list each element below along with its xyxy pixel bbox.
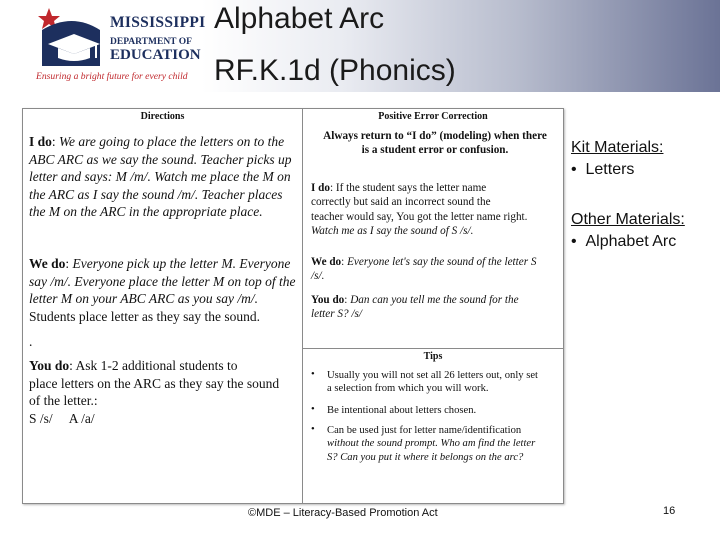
we-do-line-3: letter M on your ABC ARC as you say /m/.	[29, 291, 258, 307]
intro-line-1: Always return to “I do” (modeling) when there	[323, 130, 547, 142]
correction-i-do-line-3: teacher would say, You got the letter name right.	[311, 210, 528, 223]
i-do-line-4: the ARC as I say the sound /m/. Teacher places	[29, 186, 283, 202]
directions-column	[23, 109, 303, 503]
i-do-line-3: letter and says: M /m/. Watch me place the M on	[29, 169, 291, 185]
tip-1: Usually you will not set all 26 letters out, only set a selection from which you will work.	[327, 370, 538, 395]
kit-materials-title: Kit Materials:	[571, 139, 664, 156]
correction-we-do-line-2: /s/.	[311, 270, 325, 283]
intro-line-2: is a student error or confusion.	[361, 144, 509, 157]
kit-materials-item: • Letters	[571, 161, 635, 178]
correction-we-do-label: We do	[311, 256, 342, 268]
correction-you-do: You do: Dan can you tell me the sound for the letter S? /s/	[311, 294, 519, 321]
you-do-line-2: place letters on the ARC as they say the sound	[29, 375, 280, 391]
you-do-line-3: of the letter.:	[29, 393, 98, 409]
we-do-label: We do	[29, 256, 66, 271]
you-do-line-4: S /s/ A /a/	[29, 410, 95, 426]
error-correction-header: Positive Error Correction	[378, 111, 488, 122]
mde-logo	[36, 8, 206, 84]
i-do-line-2: ABC ARC as we say the sound. Teacher picks up	[29, 151, 292, 167]
slide-title: Alphabet Arc	[214, 2, 385, 35]
correction-i-do-label: I do	[311, 182, 330, 194]
tips-section	[303, 348, 563, 463]
graduation-cap-star-icon	[36, 8, 108, 68]
correction-i-do-line-4: Watch me as I say the sound of S /s/.	[311, 224, 474, 237]
correction-i-do-line-1: If the student says the letter name	[335, 182, 487, 194]
correction-you-do-line-2: letter S? /s/	[311, 308, 362, 321]
logo-department: DEPARTMENT OF	[110, 37, 192, 47]
we-do-line-1: Everyone pick up the letter M. Everyone	[72, 256, 291, 271]
tip-2: Be intentional about letters chosen.	[327, 405, 477, 416]
correction-i-do-line-2: correctly but said an incorrect sound the	[311, 196, 491, 209]
tip-bullet-2: •	[311, 404, 315, 415]
logo-education: EDUCATION	[110, 47, 201, 63]
correction-we-do: We do: Everyone let's say the sound of the letter S /s/.	[311, 256, 537, 283]
tip-bullet-3: •	[311, 424, 315, 435]
other-materials-item: • Alphabet Arc	[571, 233, 677, 250]
lesson-card	[22, 108, 564, 504]
directions-you-do: You do: Ask 1-2 additional students to place letters on the ARC as they say the sound of the letter.: S /s/ A /a/	[29, 358, 280, 426]
directions-we-do: We do: Everyone pick up the letter M. Everyone say /m/. Everyone place the letter M on top of the letter M on your ABC ARC as you say /m/. Students place letter as they say the sound.	[29, 256, 296, 324]
you-do-label: You do	[29, 358, 70, 373]
tip-3: Can be used just for letter name/identification without the sound prompt. Who am find the letter S? Can you put it where it belongs on the arc?	[327, 425, 536, 463]
correction-you-do-label: You do	[311, 294, 345, 306]
other-materials-title: Other Materials:	[571, 211, 685, 228]
correction-we-do-line-1: Everyone let's say the sound of the letter S	[347, 256, 537, 268]
correction-i-do: I do: If the student says the letter name correctly but said an incorrect sound the teacher would say, You got the letter name right. Watch me as I say the sound of S /s/.	[311, 182, 528, 237]
directions-header: Directions	[140, 111, 185, 122]
i-do-line-1: We are going to place the letters on to the	[59, 134, 285, 149]
logo-state-name: MISSISSIPPI	[110, 14, 206, 31]
i-do-line-5: the M on the ARC in the appropriate place.	[29, 204, 263, 220]
footer-copyright: ©MDE – Literacy-Based Promotion Act	[248, 507, 438, 519]
we-do-line-4: Students place letter as they say the sound.	[29, 308, 260, 324]
error-correction-intro	[311, 129, 559, 158]
tip-bullet-1: •	[311, 369, 315, 380]
page-number: 16	[663, 505, 676, 517]
logo-tagline: Ensuring a bright future for every child	[36, 71, 188, 82]
tips-header: Tips	[423, 351, 443, 362]
you-do-line-1: Ask 1-2 additional students to	[75, 358, 238, 373]
we-do-line-2: say /m/. Everyone place the letter M on top of the	[29, 273, 296, 289]
slide-subtitle: RF.K.1d (Phonics)	[214, 54, 456, 87]
correction-you-do-line-1: Dan can you tell me the sound for the	[350, 294, 519, 306]
other-materials	[571, 209, 685, 253]
directions-dot: .	[29, 334, 33, 349]
header-banner	[0, 0, 720, 92]
error-correction-column	[303, 109, 563, 503]
directions-i-do: I do: We are going to place the letters on to the ABC ARC as we say the sound. Teacher picks up letter and says: M /m/. Watch me place the M on the ARC as I say the sound /m/. Teacher places the M on the ARC in the appropriate place.	[29, 134, 292, 220]
kit-materials	[571, 137, 663, 181]
i-do-label: I do	[29, 134, 52, 149]
